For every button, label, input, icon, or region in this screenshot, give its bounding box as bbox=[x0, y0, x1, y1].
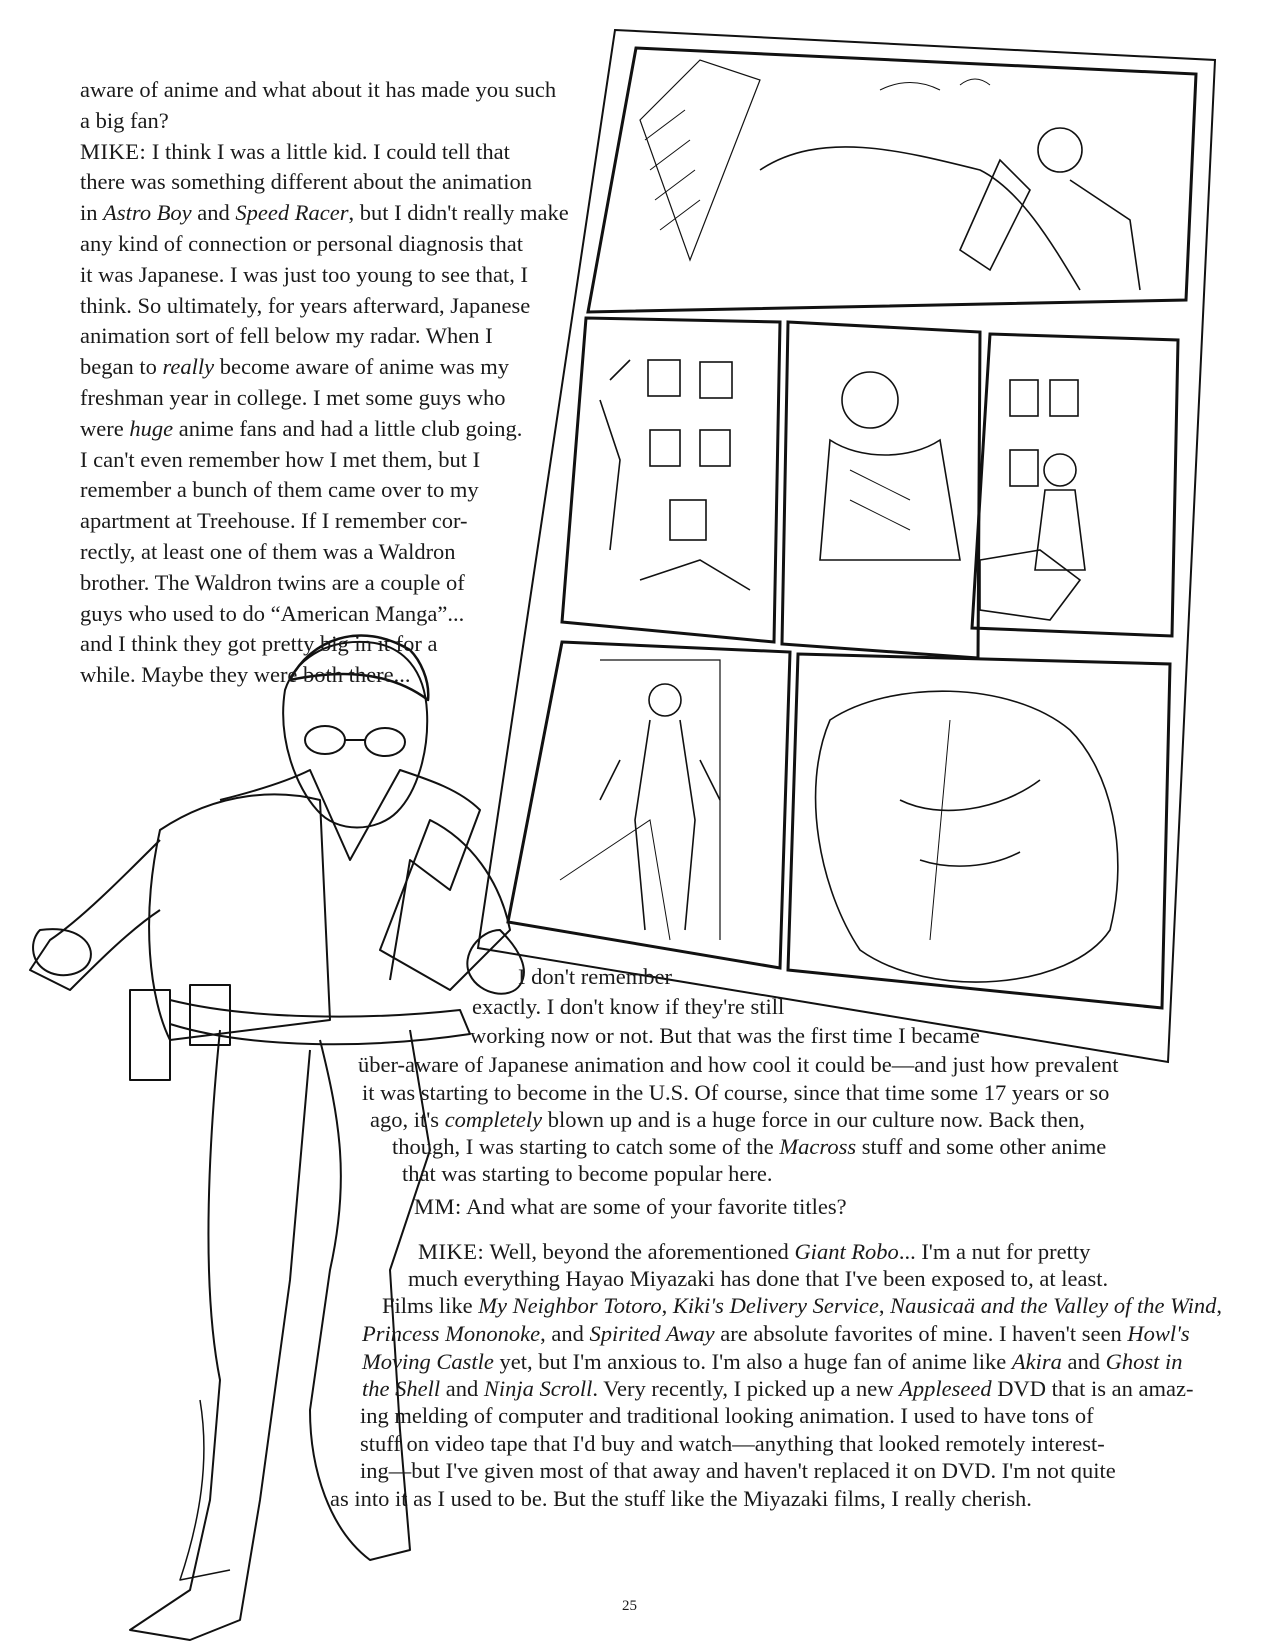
column_bottom-line bbox=[370, 1106, 1085, 1134]
column_top-line bbox=[80, 292, 530, 320]
text-run: any kind of connection or personal diagnosis that bbox=[80, 231, 524, 256]
title-italic: really bbox=[162, 354, 215, 380]
text-run: there was something different about the animation bbox=[80, 169, 532, 195]
title-italic: Macross bbox=[779, 1134, 857, 1159]
column_bottom-line bbox=[472, 993, 784, 1021]
title-italic: Speed Racer bbox=[235, 200, 349, 226]
column_top-line bbox=[80, 538, 456, 566]
text-run: it was starting to become in the U.S. Of course, since that time some 17 years or so bbox=[362, 1080, 1110, 1105]
title-italic: Giant Robo bbox=[794, 1239, 899, 1264]
column_top-line bbox=[80, 230, 523, 258]
column_top-line bbox=[80, 569, 465, 597]
text-run: and I think they got pretty big in it for a bbox=[80, 631, 438, 657]
column_bottom-line bbox=[470, 1022, 980, 1050]
column_bottom-line bbox=[360, 1457, 1116, 1485]
column_bottom-line bbox=[362, 1375, 1193, 1403]
text-run: I think I was a little kid. I could tell that bbox=[146, 138, 510, 164]
column_bottom-line bbox=[360, 1430, 1105, 1458]
text-run: apartment at Treehouse. If I remember cor- bbox=[80, 508, 468, 534]
text-run: in bbox=[80, 200, 104, 226]
text-run: think. So ultimately, for years afterward, Japanese bbox=[80, 292, 531, 318]
column_top-line bbox=[80, 168, 532, 196]
jacket bbox=[149, 794, 330, 1040]
column_bottom-line bbox=[418, 1238, 1090, 1266]
text-run: , bbox=[1216, 1293, 1222, 1318]
text-run: are absolute favorites of mine. I haven't seen bbox=[714, 1321, 1128, 1346]
text-run: , and bbox=[540, 1321, 590, 1346]
column_bottom-line bbox=[330, 1485, 1032, 1513]
column_top-line bbox=[80, 107, 169, 135]
column_bottom-line bbox=[518, 963, 672, 991]
text-run: much everything Hayao Miyazaki has done that I've been exposed to, at least. bbox=[408, 1266, 1109, 1291]
text-run: ing melding of computer and traditional looking animation. I used to have tons of bbox=[360, 1403, 1094, 1428]
column_top-line bbox=[80, 507, 468, 535]
text-run: and bbox=[191, 200, 236, 226]
text-run: , but I didn't really make bbox=[348, 200, 569, 226]
text-run: anime fans and had a little club going. bbox=[173, 415, 523, 441]
text-run: I don't remember bbox=[518, 964, 672, 989]
text-run: remember a bunch of them came over to my bbox=[80, 477, 479, 503]
speaker-label: MM: bbox=[414, 1194, 462, 1219]
column_top-line bbox=[80, 446, 480, 474]
column_bottom-line bbox=[408, 1265, 1108, 1293]
text-run: that was starting to become popular here. bbox=[402, 1161, 773, 1186]
text-run: exactly. I don't know if they're still bbox=[472, 994, 785, 1019]
text-run: , bbox=[661, 1293, 673, 1318]
text-run: working now or not. But that was the first time I became bbox=[470, 1023, 980, 1048]
text-run: . Very recently, I picked up a new bbox=[592, 1376, 900, 1401]
column_bottom-line bbox=[362, 1320, 1190, 1348]
text-run: yet, but I'm anxious to. I'm also a huge fan of anime like bbox=[493, 1349, 1012, 1374]
column_top-line bbox=[80, 76, 556, 104]
text-run: stuff and some other anime bbox=[856, 1134, 1107, 1159]
text-run: blown up and is a huge force in our culture now. Back then, bbox=[542, 1107, 1085, 1132]
column_top-line bbox=[80, 630, 437, 658]
column_top-line bbox=[80, 415, 522, 443]
column_top-line bbox=[80, 476, 479, 504]
text-run: ago, it's bbox=[370, 1107, 445, 1132]
text-run: brother. The Waldron twins are a couple of bbox=[80, 569, 465, 595]
text-run: Films like bbox=[382, 1293, 479, 1318]
text-run: animation sort of fell below my radar. When I bbox=[80, 323, 493, 349]
text-run: rectly, at least one of them was a Waldron bbox=[80, 539, 456, 564]
text-run: ing—but I've given most of that away and haven't replaced it on DVD. I'm not quite bbox=[360, 1458, 1116, 1483]
column_bottom-line bbox=[414, 1193, 847, 1221]
column_top-line bbox=[80, 384, 506, 412]
text-run: though, I was starting to catch some of the bbox=[392, 1134, 780, 1159]
column_bottom-line bbox=[362, 1348, 1182, 1376]
column_bottom-line bbox=[392, 1133, 1106, 1161]
title-italic: completely bbox=[444, 1107, 543, 1132]
column_top-line bbox=[80, 261, 528, 289]
text-run: , bbox=[878, 1293, 891, 1318]
title-italic: Princess Mononoke bbox=[362, 1321, 541, 1346]
title-italic: huge bbox=[129, 415, 174, 441]
text-run: aware of anime and what about it has made you such bbox=[80, 77, 557, 102]
title-italic: Akira bbox=[1011, 1349, 1062, 1374]
text-run: began to bbox=[80, 354, 163, 380]
text-run: guys who used to do “American Manga”... bbox=[80, 600, 465, 626]
title-italic: My Neighbor Totoro bbox=[478, 1293, 662, 1318]
legs bbox=[130, 1030, 310, 1640]
title-italic: Nausicaä and the Valley of the Wind bbox=[890, 1293, 1217, 1318]
text-run: a big fan? bbox=[80, 107, 169, 133]
column_top-line bbox=[80, 600, 464, 628]
title-italic: Appleseed bbox=[899, 1376, 992, 1401]
text-run: become aware of anime was my bbox=[214, 354, 510, 380]
text-run: it was Japanese. I was just too young to see that, I bbox=[80, 261, 529, 287]
column_top-line bbox=[80, 322, 493, 350]
column_bottom-line bbox=[360, 1402, 1094, 1430]
title-italic: Ninja Scroll bbox=[483, 1376, 593, 1401]
column_bottom-line bbox=[362, 1079, 1109, 1107]
text-run: freshman year in college. I met some guys who bbox=[80, 385, 506, 410]
title-italic: Astro Boy bbox=[103, 200, 192, 226]
text-run: über-aware of Japanese animation and how cool it could be—and just how prevalent bbox=[358, 1052, 1119, 1077]
text-run: DVD that is an amaz- bbox=[991, 1376, 1194, 1401]
speaker-label: MIKE: bbox=[418, 1239, 485, 1264]
text-run: I can't even remember how I met them, but I bbox=[80, 446, 481, 472]
column_bottom-line bbox=[382, 1292, 1222, 1320]
text-run: and bbox=[1061, 1349, 1106, 1374]
column_top-line bbox=[80, 199, 569, 227]
title-italic: the Shell bbox=[362, 1376, 441, 1401]
text-run: stuff on video tape that I'd buy and watch—anything that looked remotely interest- bbox=[360, 1431, 1105, 1456]
text-run: were bbox=[80, 415, 130, 441]
title-italic: Ghost in bbox=[1105, 1349, 1183, 1374]
text-run: and bbox=[440, 1376, 484, 1401]
text-run: while. Maybe they were both there... bbox=[80, 662, 411, 688]
title-italic: Kiki's Delivery Service bbox=[672, 1293, 879, 1318]
title-italic: Howl's bbox=[1127, 1321, 1190, 1346]
column_top-line bbox=[80, 138, 510, 166]
text-run: as into it as I used to be. But the stuff like the Miyazaki films, I really cherish. bbox=[330, 1486, 1032, 1511]
column_top-line bbox=[80, 661, 411, 689]
text-run: ... I'm a nut for pretty bbox=[898, 1239, 1091, 1264]
column_bottom-line bbox=[402, 1160, 773, 1188]
page-number: 25 bbox=[622, 1598, 637, 1614]
text-run: And what are some of your favorite titles? bbox=[461, 1194, 847, 1219]
speaker-label: MIKE: bbox=[80, 138, 147, 164]
column_bottom-line bbox=[358, 1051, 1119, 1079]
text-run: Well, beyond the aforementioned bbox=[484, 1239, 795, 1264]
title-italic: Spirited Away bbox=[589, 1321, 715, 1346]
column_top-line bbox=[80, 353, 509, 381]
title-italic: Moving Castle bbox=[362, 1349, 494, 1374]
